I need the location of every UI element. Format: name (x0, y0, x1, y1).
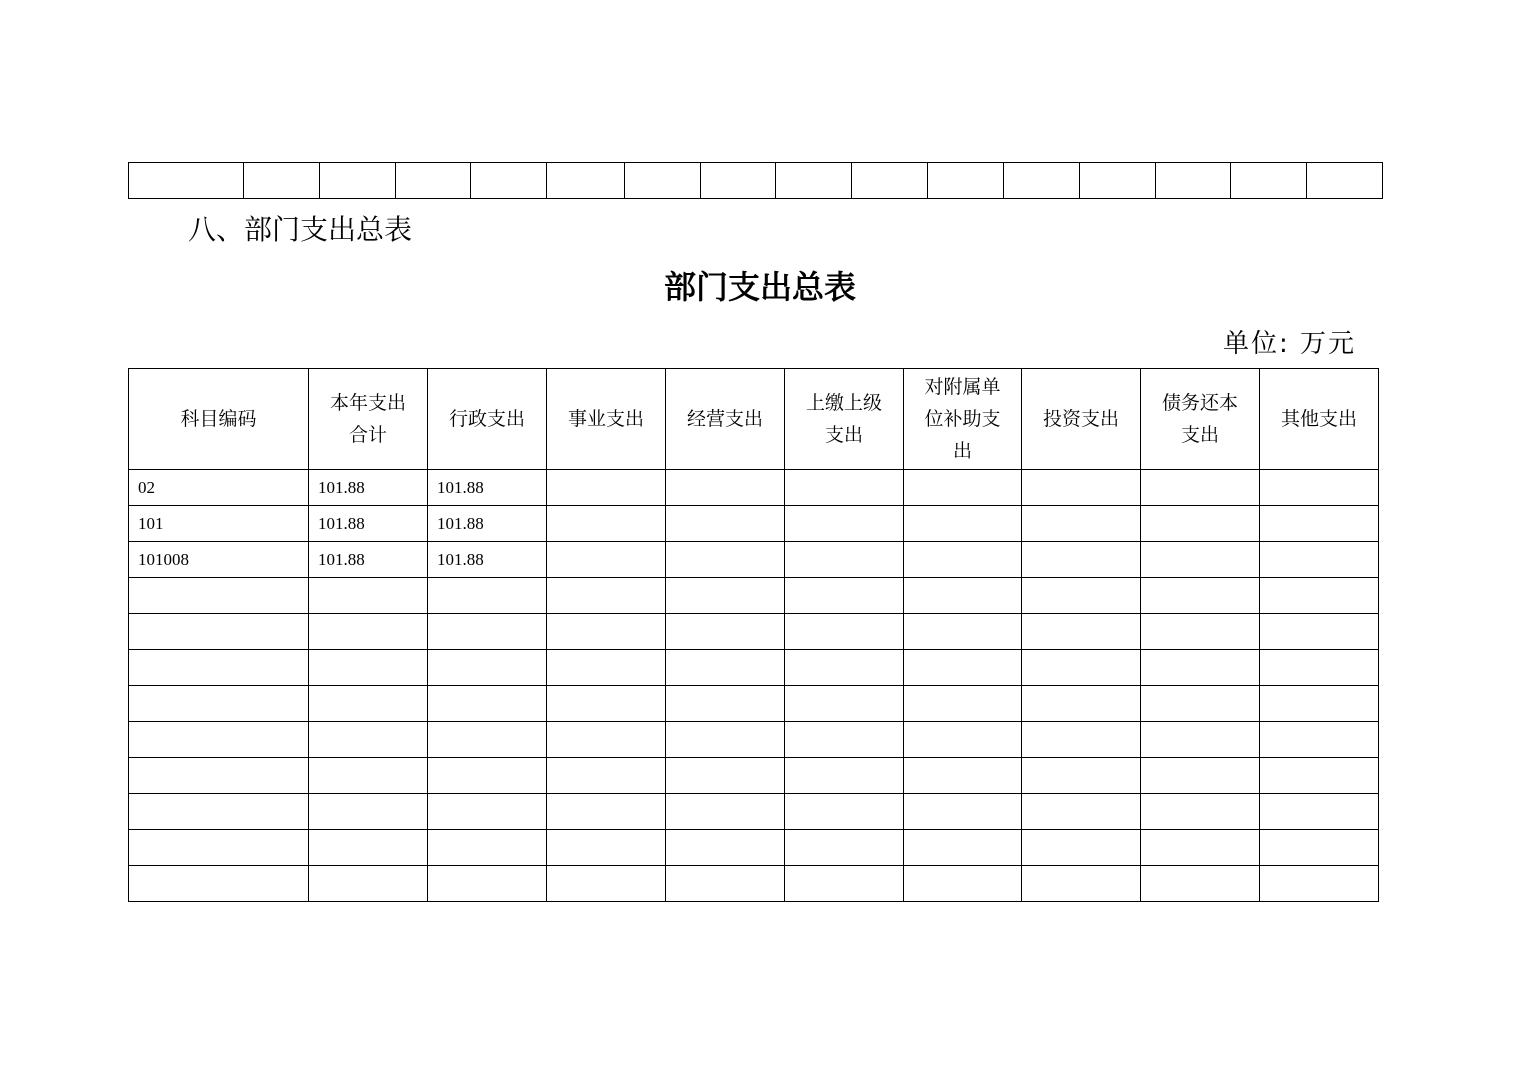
header-row (129, 369, 1379, 470)
table-cell (428, 866, 547, 902)
table-cell (785, 722, 904, 758)
table-cell (547, 722, 666, 758)
table-cell (428, 614, 547, 650)
table-cell (129, 686, 309, 722)
table-cell (776, 163, 852, 199)
table-cell (904, 650, 1022, 686)
table-cell (1260, 506, 1379, 542)
table-cell (785, 866, 904, 902)
table-cell (904, 722, 1022, 758)
table-cell (904, 506, 1022, 542)
table-cell (428, 650, 547, 686)
table-cell (129, 866, 309, 902)
table-cell: 101.88 (428, 506, 547, 542)
previous-table-fragment (128, 162, 1383, 199)
header-label: 对附属单 位补助支 出 (924, 376, 1001, 462)
table-cell (547, 470, 666, 506)
header-cell (1022, 369, 1141, 470)
table-cell (1141, 650, 1260, 686)
header-label: 债务还本 支出 (1161, 392, 1238, 446)
table-row (129, 686, 1379, 722)
header-cell (547, 369, 666, 470)
table-cell (904, 578, 1022, 614)
header-label: 科目编码 (180, 408, 257, 430)
table-cell (309, 578, 428, 614)
table-cell (1156, 163, 1231, 199)
table-row (129, 866, 1379, 902)
table-cell (666, 758, 785, 794)
table-cell (1141, 686, 1260, 722)
table-cell (1260, 578, 1379, 614)
table-row (129, 506, 1379, 542)
table-cell: 101.88 (428, 542, 547, 578)
table-cell (1022, 542, 1141, 578)
table-cell (1141, 722, 1260, 758)
table-cell (1080, 163, 1156, 199)
unit-label: 单位: 万元 (1222, 329, 1356, 359)
table-cell: 101.88 (309, 542, 428, 578)
expenditure-table (128, 368, 1379, 902)
table-cell (1260, 650, 1379, 686)
table-cell (904, 686, 1022, 722)
table-cell (1260, 614, 1379, 650)
table-cell (904, 614, 1022, 650)
header-cell (309, 369, 428, 470)
table-cell (1022, 866, 1141, 902)
table-cell (1141, 470, 1260, 506)
table-cell (666, 578, 785, 614)
header-cell (666, 369, 785, 470)
table-cell (1260, 686, 1379, 722)
table-cell (1141, 614, 1260, 650)
table-cell (1260, 866, 1379, 902)
table-cell: 101 (129, 506, 309, 542)
table-cell (547, 686, 666, 722)
table-cell (1022, 722, 1141, 758)
table-cell (1260, 794, 1379, 830)
table-cell (1022, 794, 1141, 830)
table-cell (666, 614, 785, 650)
table-cell (309, 614, 428, 650)
table-cell (1141, 830, 1260, 866)
table-cell (1022, 506, 1141, 542)
table-cell (547, 758, 666, 794)
table-cell (785, 794, 904, 830)
table-cell (1022, 614, 1141, 650)
table-cell (129, 758, 309, 794)
table-cell (904, 830, 1022, 866)
table-cell (547, 163, 625, 199)
table-row (129, 830, 1379, 866)
table-cell (1141, 794, 1260, 830)
table-cell (428, 794, 547, 830)
table-cell (625, 163, 701, 199)
table-row (129, 650, 1379, 686)
table-cell (428, 830, 547, 866)
table-row (129, 614, 1379, 650)
table-cell (1004, 163, 1080, 199)
table-cell (904, 866, 1022, 902)
table-cell (1260, 758, 1379, 794)
table-row (129, 470, 1379, 506)
table-cell (785, 758, 904, 794)
table-cell (129, 830, 309, 866)
table-cell (1260, 830, 1379, 866)
table-cell (666, 542, 785, 578)
table-cell (129, 722, 309, 758)
table-cell (309, 758, 428, 794)
table-cell (547, 578, 666, 614)
table-cell (1141, 542, 1260, 578)
header-label: 经营支出 (686, 408, 763, 430)
table-cell (428, 758, 547, 794)
table-cell (785, 650, 904, 686)
table-cell (244, 163, 320, 199)
table-cell (547, 614, 666, 650)
header-cell (1141, 369, 1260, 470)
table-cell (471, 163, 547, 199)
table-cell (547, 650, 666, 686)
header-label: 其他支出 (1280, 408, 1357, 430)
table-cell (666, 686, 785, 722)
table-row (129, 542, 1379, 578)
table-cell: 02 (129, 470, 309, 506)
table-cell (1141, 758, 1260, 794)
table-cell (852, 163, 928, 199)
table-cell (129, 578, 309, 614)
table-cell (1260, 470, 1379, 506)
table-cell (129, 650, 309, 686)
table-cell (785, 830, 904, 866)
table-cell (1260, 722, 1379, 758)
table-cell (1307, 163, 1383, 199)
table-cell: 101.88 (428, 470, 547, 506)
table-cell (320, 163, 396, 199)
table-cell (309, 650, 428, 686)
table-cell (129, 794, 309, 830)
table-cell (129, 614, 309, 650)
table-cell (1022, 470, 1141, 506)
table-cell (547, 830, 666, 866)
table-cell (1022, 830, 1141, 866)
table-cell (1141, 578, 1260, 614)
table-cell (666, 830, 785, 866)
table-row (129, 758, 1379, 794)
table-cell (904, 470, 1022, 506)
table-cell (428, 686, 547, 722)
section-heading: 八、部门支出总表 (188, 213, 413, 246)
table-row (129, 722, 1379, 758)
table-cell (928, 163, 1004, 199)
table-cell: 101008 (129, 542, 309, 578)
table-cell (396, 163, 471, 199)
table-cell (785, 542, 904, 578)
table-cell (666, 470, 785, 506)
page-title: 部门支出总表 (663, 268, 856, 306)
header-label: 行政支出 (448, 408, 525, 430)
header-cell (129, 369, 309, 470)
table-cell (129, 163, 244, 199)
table-cell (309, 722, 428, 758)
header-label: 上缴上级 支出 (805, 392, 882, 446)
table-cell (547, 866, 666, 902)
table-cell (666, 866, 785, 902)
table-cell (547, 542, 666, 578)
table-cell: 101.88 (309, 506, 428, 542)
table-row (129, 794, 1379, 830)
table-cell (309, 794, 428, 830)
header-cell (904, 369, 1022, 470)
table-cell (1022, 578, 1141, 614)
table-row (129, 578, 1379, 614)
table-cell (309, 866, 428, 902)
table-cell (1022, 758, 1141, 794)
table-cell: 101.88 (309, 470, 428, 506)
table-cell (666, 650, 785, 686)
table-cell (785, 614, 904, 650)
table-cell (666, 506, 785, 542)
table-cell (1022, 650, 1141, 686)
table-cell (1022, 686, 1141, 722)
table-row (129, 163, 1383, 199)
table-cell (428, 578, 547, 614)
header-label: 本年支出 合计 (329, 392, 406, 446)
table-cell (309, 686, 428, 722)
header-cell (785, 369, 904, 470)
table-cell (666, 794, 785, 830)
table-cell (1141, 866, 1260, 902)
table-cell (904, 542, 1022, 578)
table-cell (1141, 506, 1260, 542)
table-cell (785, 470, 904, 506)
table-cell (547, 506, 666, 542)
header-cell (1260, 369, 1379, 470)
table-cell (785, 578, 904, 614)
table-cell (904, 794, 1022, 830)
table-cell (666, 722, 785, 758)
table-cell (1260, 542, 1379, 578)
table-cell (428, 722, 547, 758)
table-cell (785, 686, 904, 722)
table-cell (547, 794, 666, 830)
header-label: 事业支出 (567, 408, 644, 430)
header-cell (428, 369, 547, 470)
table-body (129, 470, 1379, 902)
table-cell (309, 830, 428, 866)
table-cell (785, 506, 904, 542)
table-cell (904, 758, 1022, 794)
header-label: 投资支出 (1042, 408, 1119, 430)
table-cell (701, 163, 776, 199)
table-cell (1231, 163, 1307, 199)
